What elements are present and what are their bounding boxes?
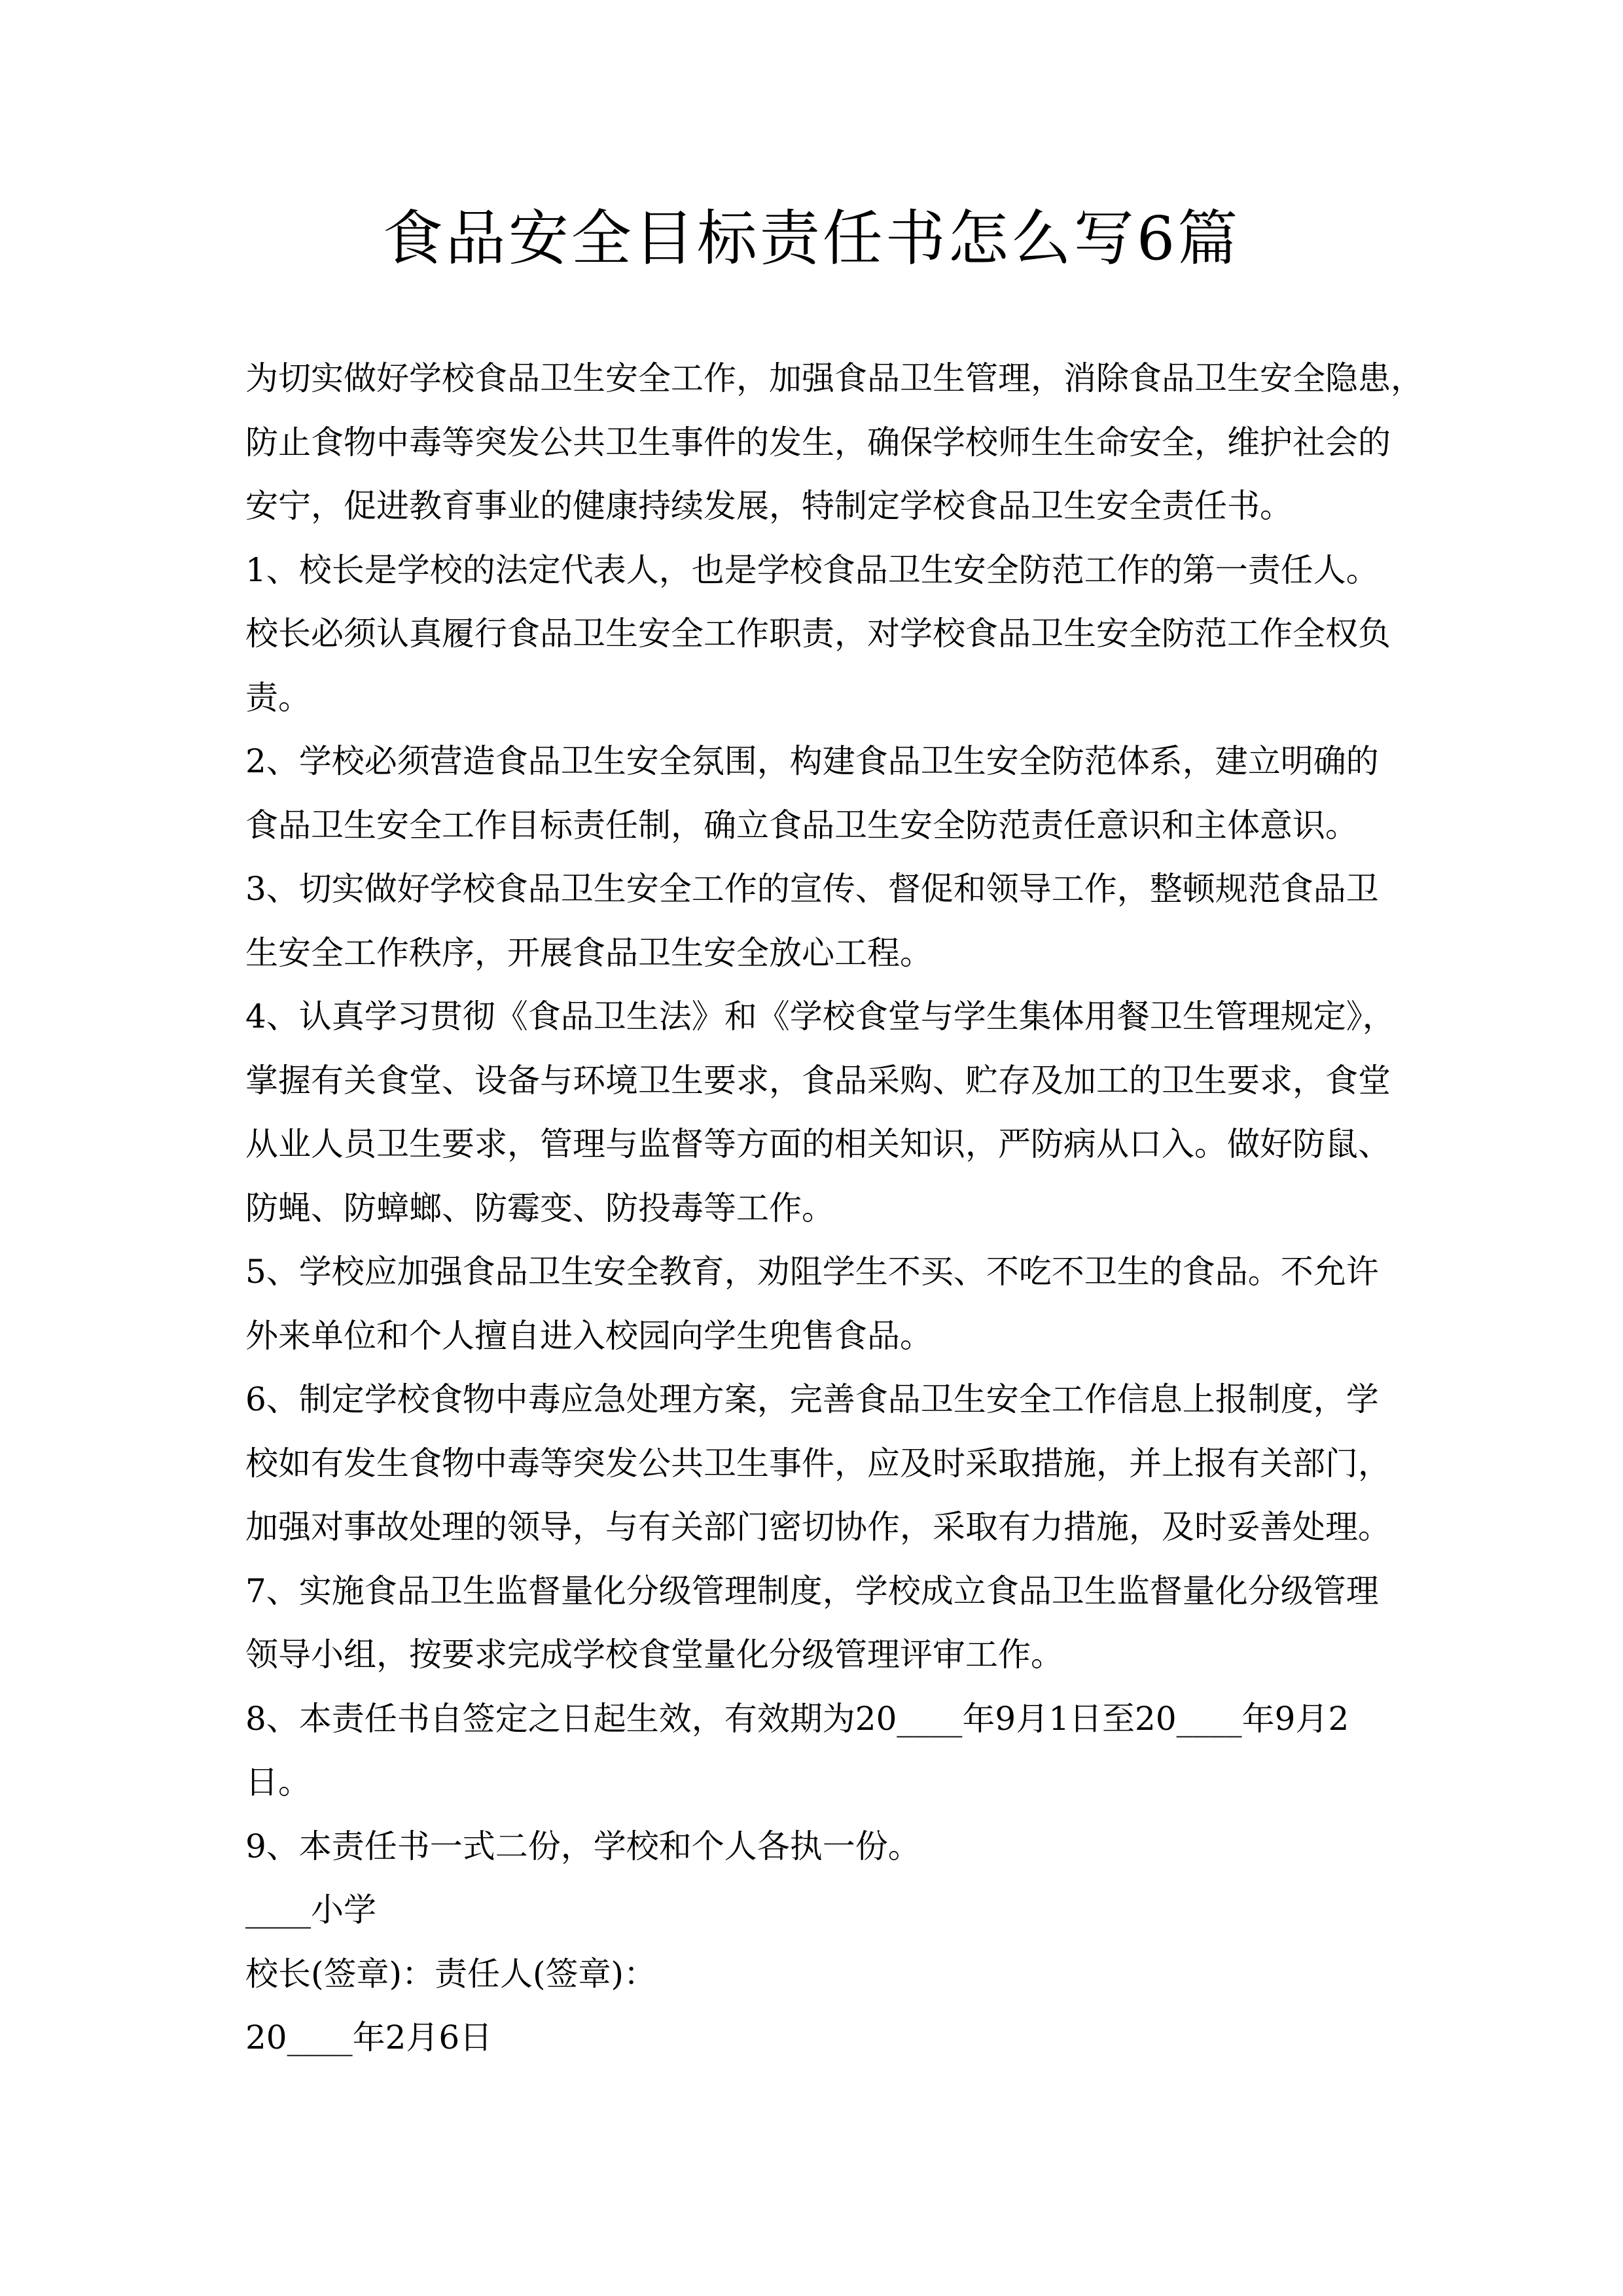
clause-3-line-1: 3、切实做好学校食品卫生安全工作的宣传、督促和领导工作，整顿规范食品卫 <box>245 870 1379 908</box>
clause-9: 9、本责任书一式二份，学校和个人各执一份。 <box>245 1827 921 1865</box>
intro-line-2: 防止食物中毒等突发公共卫生事件的发生，确保学校师生生命安全，维护社会的 <box>245 423 1391 461</box>
clause-8-line-2: 日。 <box>245 1763 311 1801</box>
clause-7-line-2: 领导小组，按要求完成学校食堂量化分级管理评审工作。 <box>245 1636 1063 1674</box>
clause-1-line-2: 校长必须认真履行食品卫生安全工作职责，对学校食品卫生安全防范工作全权负 <box>245 615 1391 653</box>
clause-4-line-3: 从业人员卫生要求，管理与监督等方面的相关知识，严防病从口入。做好防鼠、 <box>245 1125 1391 1163</box>
clause-8-line-1: 8、本责任书自签定之日起生效，有效期为20____年9月1日至20____年9月2 <box>245 1699 1349 1738</box>
clause-2-line-1: 2、学校必须营造食品卫生安全氛围，构建食品卫生安全防范体系，建立明确的 <box>245 742 1379 780</box>
clause-7-line-1: 7、实施食品卫生监督量化分级管理制度，学校成立食品卫生监督量化分级管理 <box>245 1571 1379 1610</box>
signature-line: 校长(签章)：责任人(签章)： <box>245 1954 657 1993</box>
clause-3-line-2: 生安全工作秩序，开展食品卫生安全放心工程。 <box>245 933 933 972</box>
clause-4-line-1: 4、认真学习贯彻《食品卫生法》和《学校食堂与学生集体用餐卫生管理规定》， <box>245 997 1395 1035</box>
intro-line-3: 安宁，促进教育事业的健康持续发展，特制定学校食品卫生安全责任书。 <box>245 487 1293 525</box>
clause-6-line-2: 校如有发生食物中毒等突发公共卫生事件，应及时采取措施，并上报有关部门， <box>245 1444 1391 1482</box>
clause-4-line-4: 防蝇、防蟑螂、防霉变、防投毒等工作。 <box>245 1189 834 1227</box>
document-title: 食品安全目标责任书怎么写6篇 <box>382 204 1241 274</box>
document-body <box>245 347 1423 2070</box>
date-line: 20____年2月6日 <box>245 2018 493 2056</box>
clause-6-line-1: 6、制定学校食物中毒应急处理方案，完善食品卫生安全工作信息上报制度，学 <box>245 1380 1379 1418</box>
clause-2-line-2: 食品卫生安全工作目标责任制，确立食品卫生安全防范责任意识和主体意识。 <box>245 806 1358 844</box>
school-name-line: ____小学 <box>245 1891 376 1929</box>
clause-1-line-3: 责。 <box>245 678 311 717</box>
clause-4-line-2: 掌握有关食堂、设备与环境卫生要求，食品采购、贮存及加工的卫生要求，食堂 <box>245 1061 1391 1100</box>
clause-1-line-1: 1、校长是学校的法定代表人，也是学校食品卫生安全防范工作的第一责任人。 <box>245 550 1379 589</box>
clause-5-line-1: 5、学校应加强食品卫生安全教育，劝阻学生不买、不吃不卫生的食品。不允许 <box>245 1253 1379 1291</box>
clause-5-line-2: 外来单位和个人擅自进入校园向学生兜售食品。 <box>245 1316 933 1355</box>
intro-line-1: 为切实做好学校食品卫生安全工作，加强食品卫生管理，消除食品卫生安全隐患， <box>245 359 1423 397</box>
clause-6-line-3: 加强对事故处理的领导，与有关部门密切协作，采取有力措施，及时妥善处理。 <box>245 1508 1391 1546</box>
